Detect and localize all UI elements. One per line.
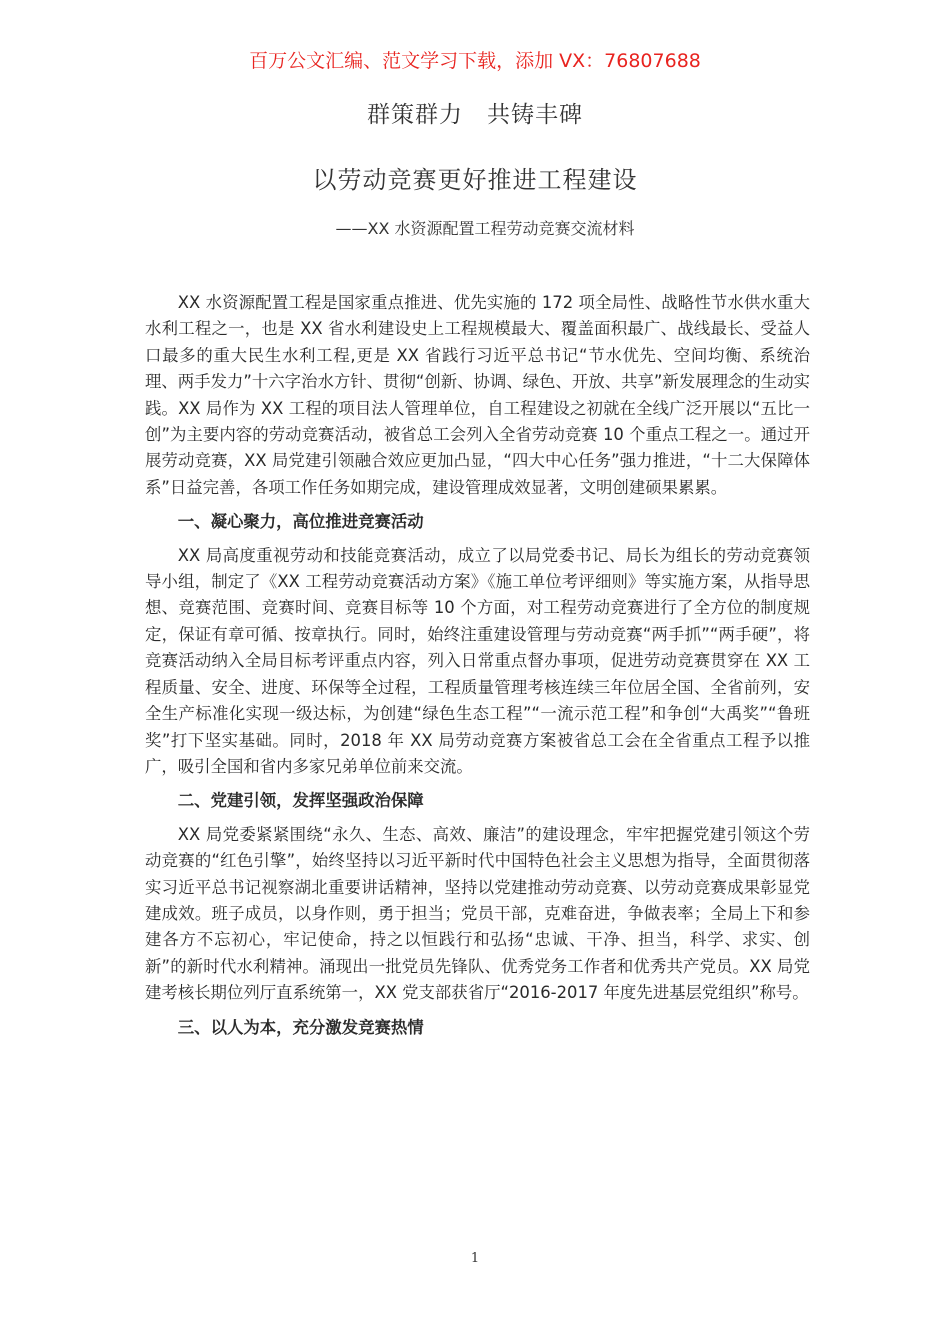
ad-banner: 百万公文汇编、范文学习下载，添加 VX：76807688 [249,50,701,72]
page-number: 1 [470,1251,480,1266]
document-title: 以劳动竞赛更好推进工程建设 [312,166,638,194]
section-paragraph-2: XX 局党委紧紧围绕“永久、生态、高效、廉洁”的建设理念，牢牢把握党建引领这个劳动竞赛的“红色引擎”，始终坚持以习近平新时代中国特色社会主义思想为指导，全面贯彻落实习近平总书记视察湖北重要讲话精神，坚持以党建推动劳动竞赛、以劳动竞赛成果彰显党建成效。班子成员，以身作则，勇于担当；党员干部，克难奋进，争做表率；全局上下和参建各方不忘初心，牢记使命，持之以恒践行和弘扬“忠诚、干净、担当，科学、求实、创新”的新时代水利精神。涌现出一批党员先锋队、优秀党务工作者和优秀共产党员。XX 局党建考核长期位列厅直系统第一，XX 党支部获省厅“2016-2017 年度先进基层党组织”称号。 [145,824,810,1003]
document-subtitle: ——XX 水资源配置工程劳动竞赛交流材料 [335,219,635,238]
section-heading-1: 一、凝心聚力，高位推进竞赛活动 [177,512,424,532]
intro-paragraph: XX 水资源配置工程是国家重点推进、优先实施的 172 项全局性、战略性节水供水重大水利工程之一，也是 XX 省水利建设史上工程规模最大、覆盖面积最广、战线最长、受益人口最多的重大民生水利工程,更是 XX 省践行习近平总书记“节水优先、空间均衡、系统治理、两手发力”十六字治水方针、贯彻“创新、协调、绿色、开放、共享”新发展理念的生动实践。XX 局作为 XX 工程的项目法人管理单位，自工程建设之初就在全线广泛开展以“五比一创”为主要内容的劳动竞赛活动，被省总工会列入全省劳动竞赛 10 个重点工程之一。通过开展劳动竞赛，XX 局党建引领融合效应更加凸显，“四大中心任务”强力推进，“十二大保障体系”日益完善，各项工作任务如期完成，建设管理成效显著，文明创建硕果累累。 [145,293,810,497]
section-heading-3: 三、以人为本，充分激发竞赛热情 [177,1017,424,1037]
document-body [145,290,810,1048]
section-heading-2: 二、党建引领，发挥坚强政治保障 [177,791,424,811]
section-paragraph-1: XX 局高度重视劳动和技能竞赛活动，成立了以局党委书记、局长为组长的劳动竞赛领导小组，制定了《XX 工程劳动竞赛活动方案》《施工单位考评细则》等实施方案，从指导思想、竞赛范围、竞赛时间、竞赛目标等 10 个方面，对工程劳动竞赛进行了全方位的制度规定，保证有章可循、按章执行。同时，始终注重建设管理与劳动竞赛“两手抓”“两手硬”，将竞赛活动纳入全局目标考评重点内容，列入日常重点督办事项，促进劳动竞赛贯穿在 XX 工程质量、安全、进度、环保等全过程，工程质量管理考核连续三年位居全国、全省前列，安全生产标准化实现一级达标，为创建“绿色生态工程”“一流示范工程”和争创“大禹奖”“鲁班奖”打下坚实基础。同时，2018 年 XX 局劳动竞赛方案被省总工会在全省重点工程予以推广，吸引全国和省内多家兄弟单位前来交流。 [145,545,810,776]
document-tagline: 群策群力 共铸丰碑 [367,102,583,128]
